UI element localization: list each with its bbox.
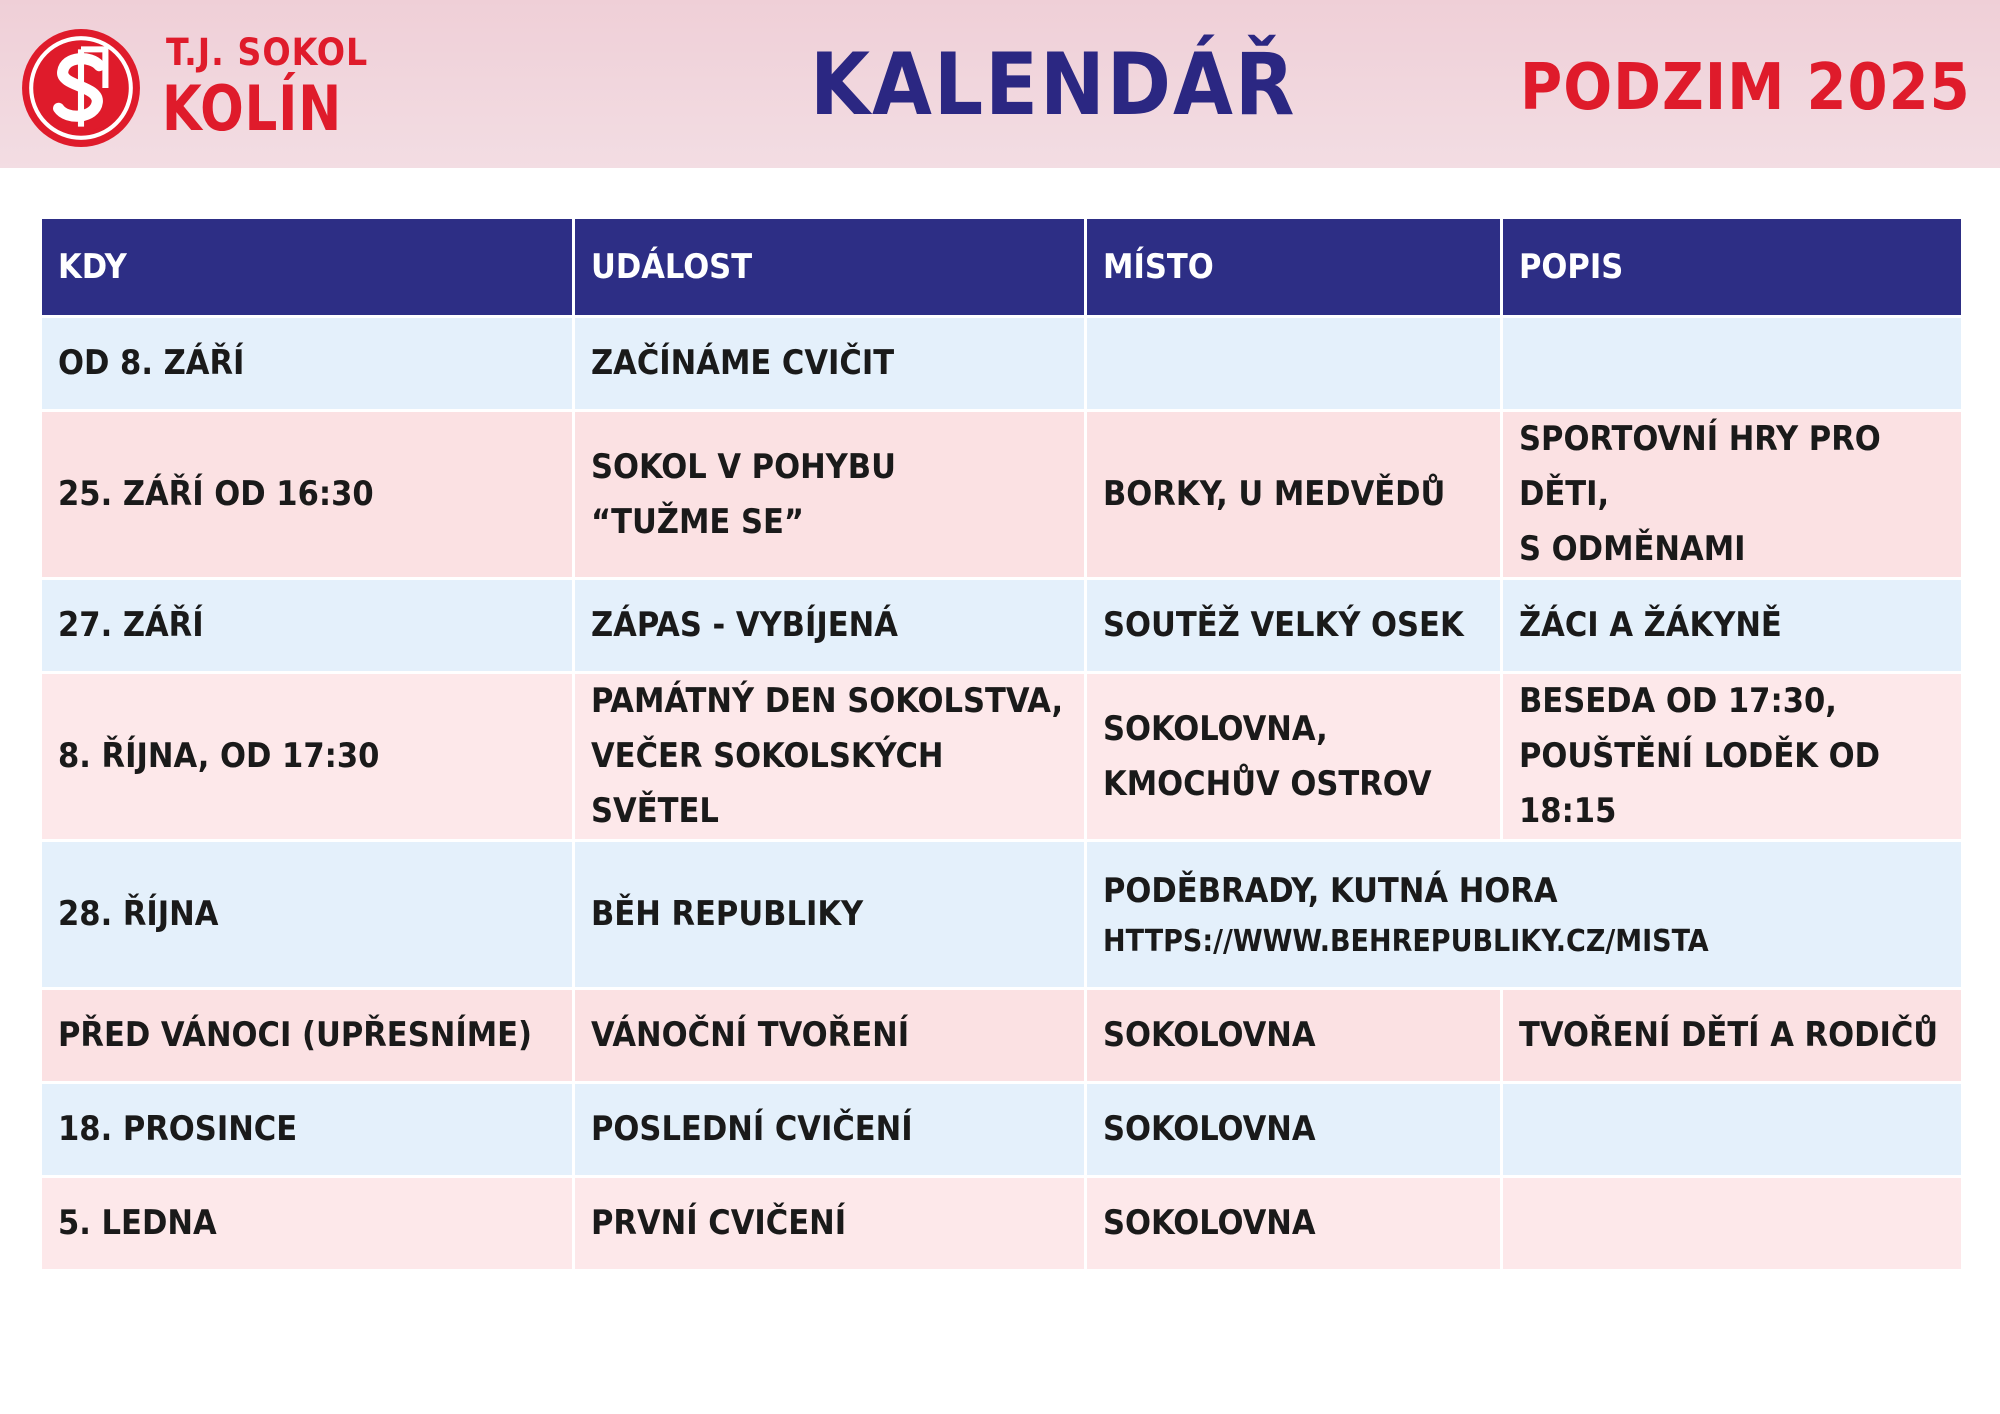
- table-row: [41, 411, 1963, 579]
- column-header-popis: POPIS: [1502, 218, 1963, 317]
- cell-kdy: 27. ZÁŘÍ: [41, 579, 574, 673]
- cell-udalost: [574, 673, 1086, 841]
- cell-kdy: OD 8. ZÁŘÍ: [41, 317, 574, 411]
- cell-popis: [1502, 1083, 1963, 1177]
- cell-popis: [1502, 1177, 1963, 1271]
- calendar-table: [39, 216, 1964, 1272]
- behrepubliky-link[interactable]: HTTPS://WWW.BEHREPUBLIKY.CZ/MISTA: [1103, 924, 1709, 959]
- column-header-udalost: UDÁLOST: [574, 218, 1086, 317]
- cell-misto: [1086, 317, 1502, 411]
- cell-text: “TUŽME SE”: [591, 501, 805, 542]
- cell-udalost: [574, 411, 1086, 579]
- column-header-kdy: KDY: [41, 218, 574, 317]
- table-row: [41, 1177, 1963, 1271]
- cell-text: SOKOLOVNA,: [1103, 708, 1328, 749]
- cell-udalost: [574, 317, 1086, 411]
- cell-text: SPORTOVNÍ HRY PRO DĚTI,: [1519, 419, 1881, 514]
- brand-line-1: T.J. SOKOL: [166, 31, 369, 74]
- cell-text: POUŠTĚNÍ LODĚK OD 18:15: [1519, 736, 1880, 831]
- cell-text: PAMÁTNÝ DEN SOKOLSTVA,: [591, 681, 1064, 721]
- cell-text: SOKOL V POHYBU: [591, 446, 896, 487]
- cell-kdy: 5. LEDNA: [41, 1177, 574, 1271]
- brand-line-2: KOLÍN: [162, 72, 343, 145]
- cell-udalost: [574, 841, 1086, 989]
- cell-udalost: [574, 579, 1086, 673]
- table-row: [41, 579, 1963, 673]
- cell-text: SOKOLOVNA: [1103, 1203, 1316, 1243]
- cell-misto: [1086, 1083, 1502, 1177]
- cell-text: PRVNÍ CVIČENÍ: [591, 1203, 847, 1243]
- cell-text: POSLEDNÍ CVIČENÍ: [591, 1109, 913, 1149]
- cell-text: PODĚBRADY, KUTNÁ HORA: [1103, 871, 1558, 911]
- table-row: [41, 673, 1963, 841]
- cell-text: BESEDA OD 17:30,: [1519, 681, 1837, 721]
- cell-text: KMOCHŮV OSTROV: [1103, 763, 1432, 804]
- cell-misto: [1086, 411, 1502, 579]
- cell-popis: [1502, 673, 1963, 841]
- cell-kdy: 8. ŘÍJNA, OD 17:30: [41, 673, 574, 841]
- cell-udalost: [574, 989, 1086, 1083]
- table-header-row: [41, 218, 1963, 317]
- table-row: [41, 989, 1963, 1083]
- table-row: [41, 317, 1963, 411]
- cell-kdy: 25. ZÁŘÍ OD 16:30: [41, 411, 574, 579]
- cell-popis: [1502, 579, 1963, 673]
- cell-udalost: [574, 1083, 1086, 1177]
- cell-text: BORKY, U MEDVĚDŮ: [1103, 474, 1446, 514]
- cell-text: SOKOLOVNA: [1103, 1015, 1316, 1055]
- season-label: PODZIM 2025: [1520, 51, 1971, 125]
- cell-udalost: [574, 1177, 1086, 1271]
- cell-popis: [1502, 989, 1963, 1083]
- cell-text: ZAČÍNÁME CVIČIT: [591, 343, 895, 383]
- cell-kdy: 18. PROSINCE: [41, 1083, 574, 1177]
- cell-text: SOKOLOVNA: [1103, 1109, 1316, 1149]
- cell-text: TVOŘENÍ DĚTÍ A RODIČŮ: [1519, 1015, 1939, 1055]
- page-header: [0, 0, 2000, 168]
- cell-misto: [1086, 579, 1502, 673]
- cell-kdy: 28. ŘÍJNA: [41, 841, 574, 989]
- cell-text: VÁNOČNÍ TVOŘENÍ: [591, 1015, 910, 1055]
- cell-misto-merged: [1086, 841, 1963, 989]
- table-row: [41, 1083, 1963, 1177]
- page-title: KALENDÁŘ: [810, 35, 1297, 135]
- cell-misto: [1086, 989, 1502, 1083]
- cell-text: ŽÁCI A ŽÁKYNĚ: [1519, 605, 1782, 645]
- cell-text: S ODMĚNAMI: [1519, 529, 1746, 569]
- cell-misto: [1086, 1177, 1502, 1271]
- cell-text: SOUTĚŽ VELKÝ OSEK: [1103, 605, 1464, 645]
- cell-text: BĚH REPUBLIKY: [591, 894, 864, 934]
- cell-kdy: PŘED VÁNOCI (UPŘESNÍME): [41, 989, 574, 1083]
- cell-popis: [1502, 317, 1963, 411]
- cell-text: VEČER SOKOLSKÝCH SVĚTEL: [591, 736, 944, 831]
- table-row: [41, 841, 1963, 989]
- cell-misto: [1086, 673, 1502, 841]
- column-header-misto: MÍSTO: [1086, 218, 1502, 317]
- cell-text: ZÁPAS - VYBÍJENÁ: [591, 605, 898, 645]
- cell-popis: [1502, 411, 1963, 579]
- sokol-logo-icon: [20, 27, 142, 149]
